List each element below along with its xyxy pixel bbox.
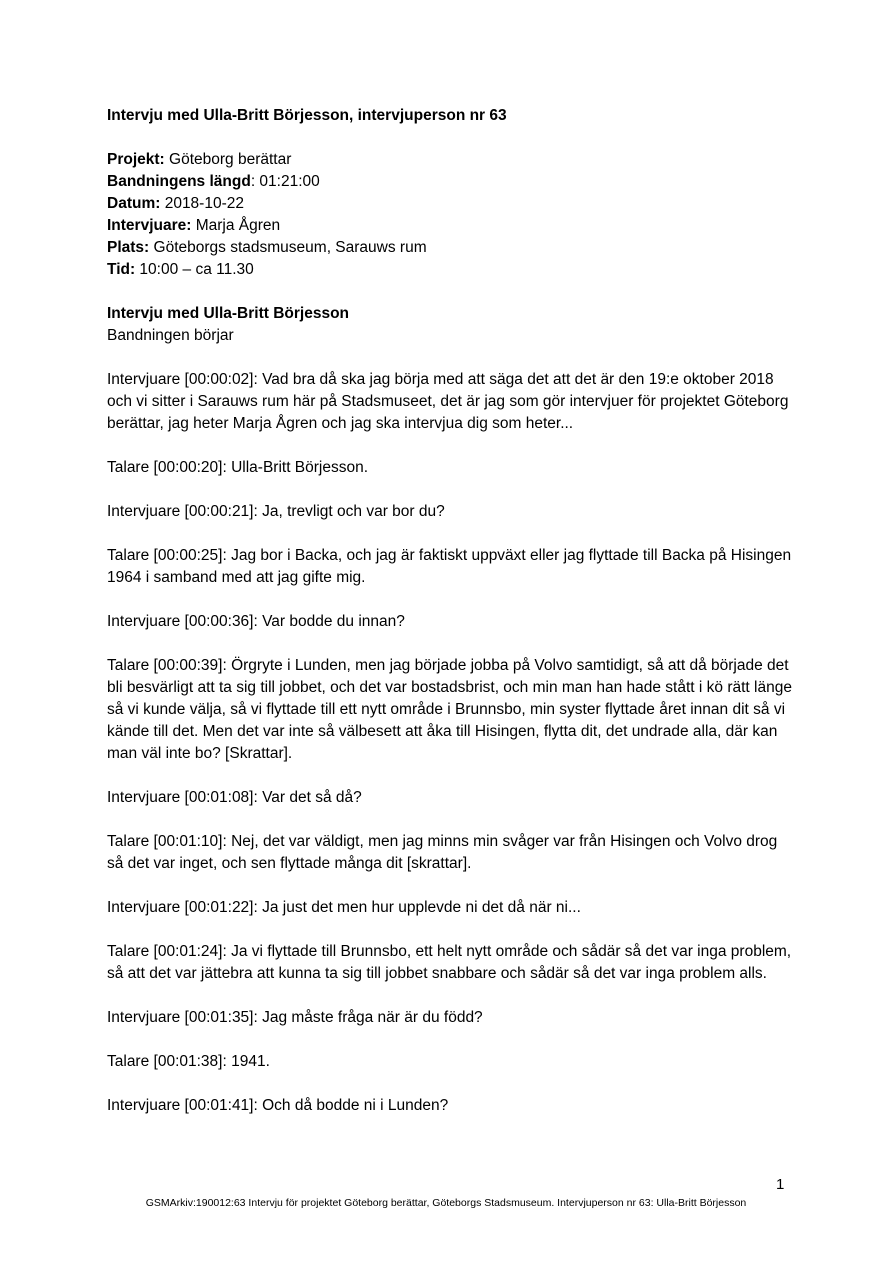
transcript-turn: Talare [00:01:10]: Nej, det var väldigt, men jag minns min svåger var från Hisingen och Volvo drog så det var inget, och sen flyttade många dit [skrattar]. [107,833,778,872]
meta-date [107,193,797,215]
meta-value: : 01:21:00 [250,173,320,190]
section-heading: Intervju med Ulla-Britt Börjesson [107,305,350,322]
meta-key: Datum: [107,195,161,212]
meta-key: Plats: [107,239,150,256]
meta-value: 10:00 – ca 11.30 [135,261,254,278]
interview-metadata [107,149,797,281]
section-subheading: Bandningen börjar [107,327,234,344]
meta-time [107,259,797,281]
transcript [107,369,797,1117]
transcript-turn: Intervjuare [00:01:08]: Var det så då? [107,789,362,806]
page-footer: GSMArkiv:190012:63 Intervju för projektet Göteborg berättar, Göteborgs Stadsmuseum. Intervjuperson nr 63: Ulla-Britt Börjesson [145,1197,747,1209]
meta-place [107,237,797,259]
meta-value: 2018-10-22 [160,195,244,212]
transcript-turn: Intervjuare [00:01:22]: Ja just det men hur upplevde ni det då när ni... [107,899,581,916]
document-title: Intervju med Ulla-Britt Börjesson, intervjuperson nr 63 [107,107,507,124]
meta-value: Göteborg berättar [164,151,292,168]
transcript-turn: Intervjuare [00:01:41]: Och då bodde ni i Lunden? [107,1097,449,1114]
transcript-turn: Intervjuare [00:00:02]: Vad bra då ska jag börja med att säga det att det är den 19:e oktober 2018 och vi sitter i Sarauws rum här på Stadsmuseet, det är jag som gör intervjuer för projektet Göteborg berättar, jag heter Marja Ågren och jag ska intervjua dig som heter... [107,371,789,432]
meta-value: Marja Ågren [191,217,281,234]
meta-project [107,149,797,171]
meta-key: Intervjuare: [107,217,192,234]
transcript-turn: Talare [00:01:24]: Ja vi flyttade till Brunnsbo, ett helt nytt område och sådär så det var inga problem, så att det var jättebra att kunna ta sig till jobbet snabbare och sådär så det var inga problem alls. [107,943,792,982]
page-number: 1 [776,1176,785,1193]
meta-interviewer [107,215,797,237]
transcript-turn: Intervjuare [00:00:36]: Var bodde du innan? [107,613,405,630]
transcript-turn: Intervjuare [00:00:21]: Ja, trevligt och var bor du? [107,503,445,520]
transcript-turn: Talare [00:00:39]: Örgryte i Lunden, men jag började jobba på Volvo samtidigt, så att då började det bli besvärligt att ta sig till jobbet, och det var bostadsbrist, och min man han hade stått i kö rätt länge så vi kunde välja, så vi flyttade till ett nytt område i Brunnsbo, min syster flyttade året innan dit så vi kände till det. Men det var inte så välbesett att åka till Hisingen, flytta dit, det undrade alla, där kan man väl inte bo? [Skrattar]. [107,657,792,762]
meta-key: Bandningens längd [107,173,251,190]
meta-value: Göteborgs stadsmuseum, Sarauws rum [149,239,427,256]
transcript-turn: Intervjuare [00:01:35]: Jag måste fråga när är du född? [107,1009,483,1026]
transcript-turn: Talare [00:00:25]: Jag bor i Backa, och jag är faktiskt uppväxt eller jag flyttade till Backa på Hisingen 1964 i samband med att jag gifte mig. [107,547,792,586]
transcript-turn: Talare [00:00:20]: Ulla-Britt Börjesson. [107,459,369,476]
meta-key: Projekt: [107,151,165,168]
transcript-turn: Talare [00:01:38]: 1941. [107,1053,270,1070]
meta-recording-length [107,171,797,193]
document-body [107,105,797,1139]
meta-key: Tid: [107,261,136,278]
